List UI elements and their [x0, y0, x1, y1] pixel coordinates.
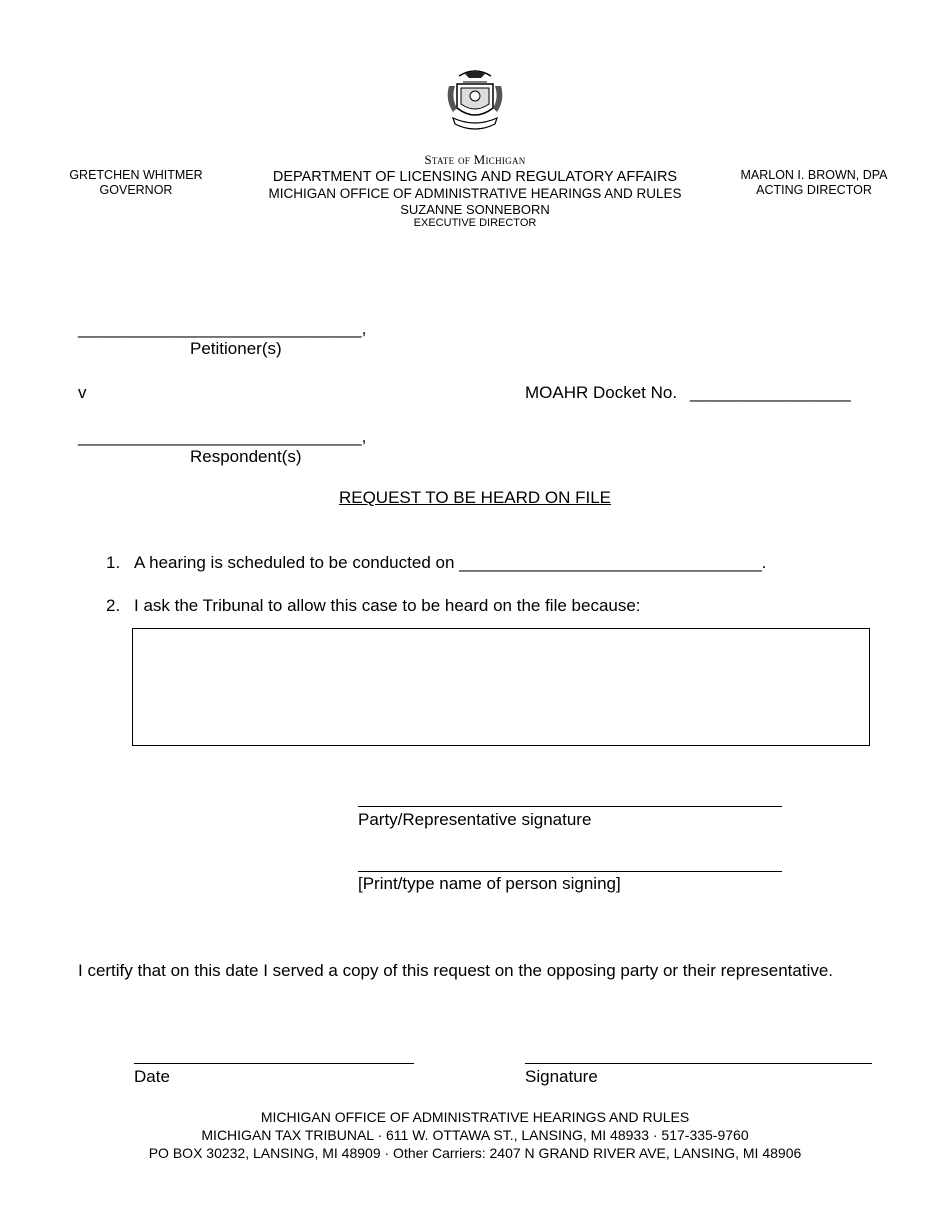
print-name-label: [Print/type name of person signing] [358, 874, 621, 893]
date-label: Date [134, 1067, 170, 1086]
governor-block [60, 168, 212, 198]
executive-director-name: SUZANNE SONNEBORN [400, 202, 550, 217]
reason-prompt: I ask the Tribunal to allow this case to be heard on the file because: [134, 596, 641, 615]
item-2-number: 2. [106, 596, 121, 615]
hearing-date-statement[interactable]: A hearing is scheduled to be conducted on ________________________________. [134, 553, 767, 572]
print-name-line[interactable] [358, 871, 782, 872]
governor-name: GRETCHEN WHITMER [69, 168, 203, 182]
docket-label: MOAHR Docket No. [525, 383, 678, 402]
docket-number-field[interactable]: _________________ [690, 383, 851, 402]
petitioner-field[interactable]: ______________________________, [78, 319, 367, 338]
footer-line-1: MICHIGAN OFFICE OF ADMINISTRATIVE HEARINGS AND RULES [260, 1109, 690, 1125]
department-name: DEPARTMENT OF LICENSING AND REGULATORY AFFAIRS [272, 169, 678, 185]
form-title: REQUEST TO BE HEARD ON FILE [338, 488, 612, 507]
signature-line[interactable] [358, 806, 782, 807]
letterhead [200, 152, 750, 230]
versus-label: v [78, 383, 87, 402]
footer-line-2: MICHIGAN TAX TRIBUNAL · 611 W. OTTAWA ST., LANSING, MI 48933 · 517-335-9760 [201, 1127, 749, 1143]
petitioner-label: Petitioner(s) [190, 339, 282, 358]
governor-title: GOVERNOR [99, 183, 173, 197]
acting-director-title: ACTING DIRECTOR [756, 183, 872, 197]
footer-line-3: PO BOX 30232, LANSING, MI 48909 · Other Carriers: 2407 N GRAND RIVER AVE, LANSING, MI 48906 [148, 1145, 802, 1161]
state-title: State of Michigan [424, 152, 526, 167]
certify-signature-line[interactable] [525, 1063, 872, 1064]
signature-label: Party/Representative signature [358, 810, 592, 829]
footer-address [0, 1108, 950, 1162]
reason-text-box[interactable] [132, 628, 870, 746]
acting-director-name: MARLON I. BROWN, DPA [740, 168, 888, 182]
acting-director-block [735, 168, 893, 198]
certify-signature-label: Signature [525, 1067, 598, 1086]
date-line[interactable] [134, 1063, 414, 1064]
respondent-label: Respondent(s) [190, 447, 302, 466]
executive-director-title: EXECUTIVE DIRECTOR [413, 217, 537, 229]
respondent-field[interactable]: ______________________________, [78, 427, 367, 446]
state-seal-icon [443, 66, 507, 138]
item-1-number: 1. [106, 553, 121, 572]
office-name: MICHIGAN OFFICE OF ADMINISTRATIVE HEARINGS AND RULES [268, 186, 682, 201]
certification-statement: I certify that on this date I served a copy of this request on the opposing party or their representative. [78, 961, 834, 980]
